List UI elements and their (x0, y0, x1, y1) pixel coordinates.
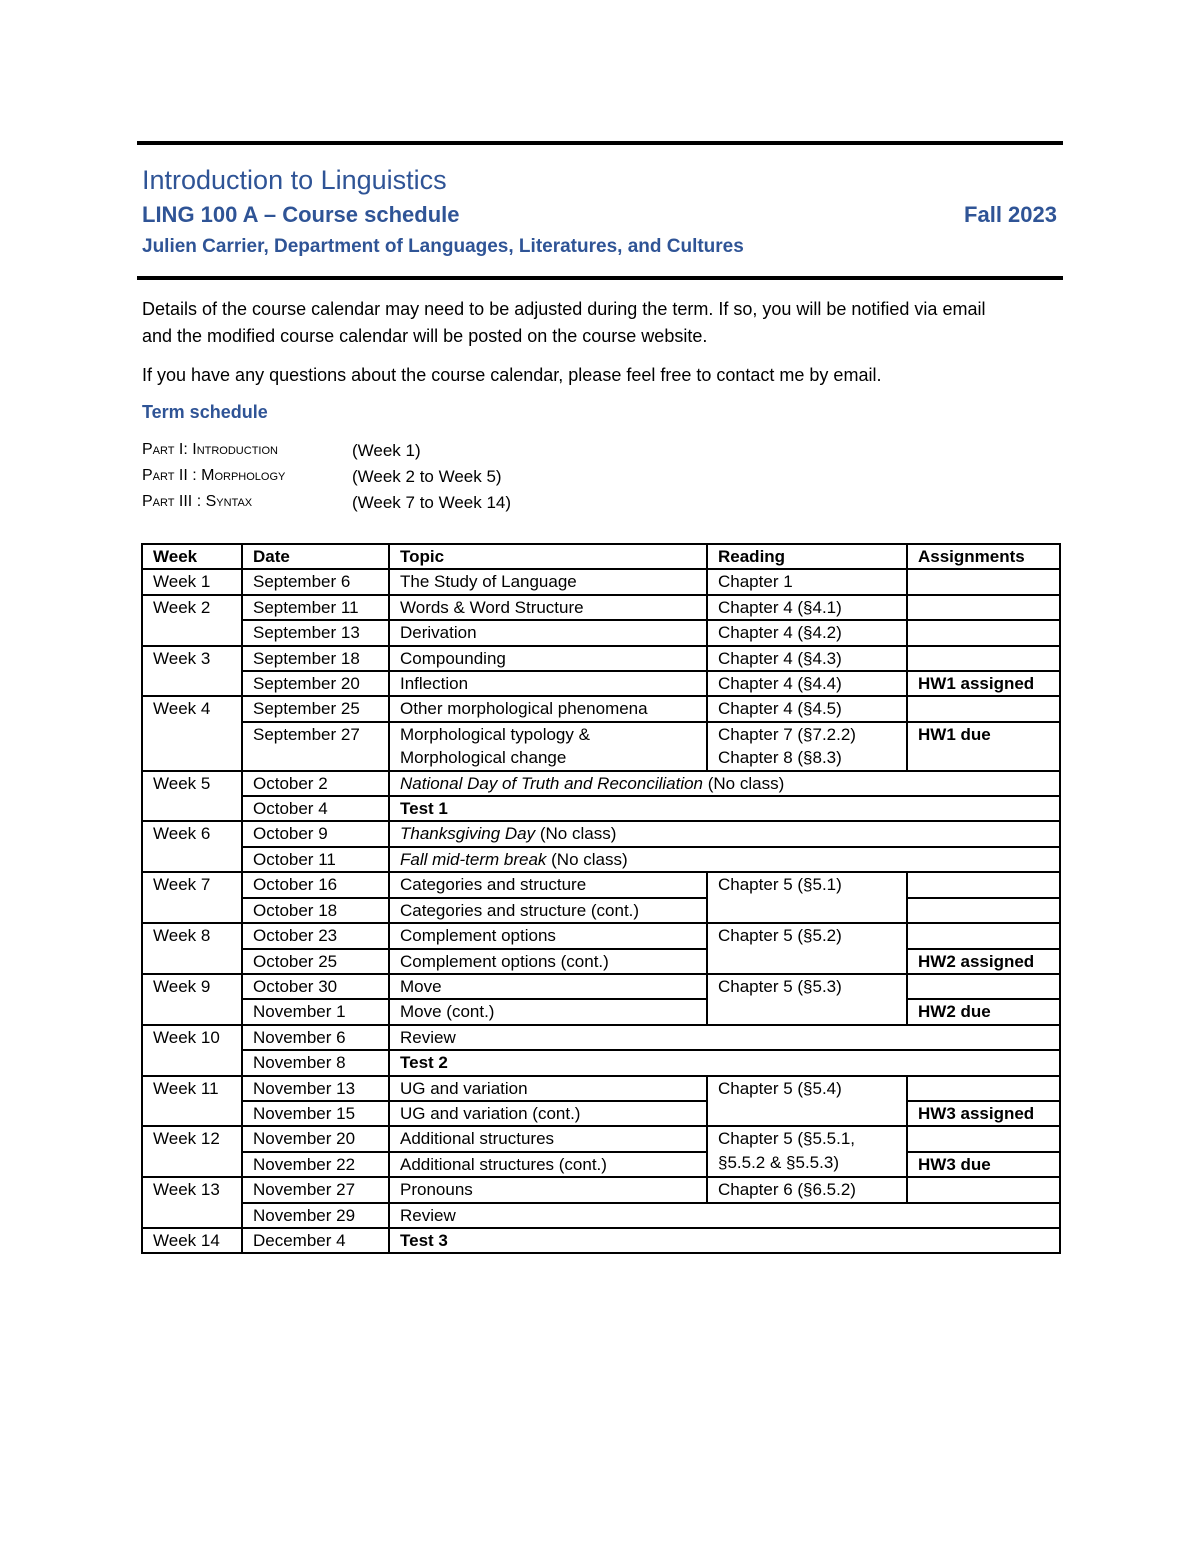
week-cell: Week 13 (142, 1177, 242, 1228)
term-label: Fall 2023 (964, 202, 1057, 227)
assignment-cell (907, 620, 1060, 645)
reading-line: Chapter 5 (§5.5.1, (718, 1129, 856, 1149)
topic-cell: Test 2 (389, 1050, 1060, 1075)
table-row (142, 999, 1060, 1024)
reading-cell: Chapter 4 (§4.1) (707, 595, 907, 620)
reading-cell: Chapter 5 (§5.4) (707, 1076, 907, 1127)
table-row (142, 923, 1060, 948)
header-top-rule (137, 141, 1063, 145)
term-part-name: Part II : Morphology (142, 467, 286, 484)
topic-cell: Move (389, 974, 707, 999)
table-row (142, 569, 1060, 594)
date-cell: November 29 (242, 1203, 389, 1228)
intro-paragraph-1-line-1: Details of the course calendar may need to be adjusted during the term. If so, you will be notified via email (142, 299, 986, 319)
table-row (142, 1177, 1060, 1202)
holiday-name: Thanksgiving Day (400, 824, 536, 844)
table-row (142, 821, 1060, 846)
holiday-name: Fall mid-term break (400, 849, 547, 869)
table-row (142, 974, 1060, 999)
header-bottom-rule (137, 276, 1063, 280)
table-row (142, 722, 1060, 771)
topic-cell: Additional structures (cont.) (389, 1152, 707, 1177)
table-row (142, 796, 1060, 821)
term-part-range: (Week 7 to Week 14) (352, 493, 512, 512)
assignment-cell (907, 1076, 1060, 1101)
week-cell: Week 6 (142, 821, 242, 872)
topic-cell: UG and variation (389, 1076, 707, 1101)
term-parts-list (142, 441, 511, 519)
term-part (142, 441, 511, 467)
topic-cell (389, 722, 707, 771)
assignment-cell: HW2 due (907, 999, 1060, 1024)
date-cell: October 4 (242, 796, 389, 821)
reading-cell: Chapter 5 (§5.1) (707, 872, 907, 923)
table-header-row (142, 544, 1060, 569)
reading-cell (707, 722, 907, 771)
assignment-cell: HW3 assigned (907, 1101, 1060, 1126)
week-cell: Week 2 (142, 595, 242, 646)
course-subtitle: LING 100 A – Course schedule (142, 202, 460, 227)
topic-cell: Review (389, 1203, 1060, 1228)
reading-cell (707, 1126, 907, 1177)
date-cell: November 20 (242, 1126, 389, 1151)
instructor-line: Julien Carrier, Department of Languages, Literatures, and Cultures (142, 236, 744, 257)
assignment-cell (907, 646, 1060, 671)
assignment-cell (907, 595, 1060, 620)
reading-cell: Chapter 1 (707, 569, 907, 594)
date-cell: October 30 (242, 974, 389, 999)
table-row (142, 696, 1060, 721)
date-cell: November 1 (242, 999, 389, 1024)
topic-cell (389, 771, 1060, 796)
term-part (142, 467, 511, 493)
intro-paragraph-1 (142, 296, 1062, 350)
term-part-name: Part III : Syntax (142, 493, 253, 510)
date-cell: November 6 (242, 1025, 389, 1050)
column-header-topic: Topic (389, 544, 707, 569)
assignment-cell (907, 1177, 1060, 1202)
date-cell: September 25 (242, 696, 389, 721)
reading-cell: Chapter 4 (§4.2) (707, 620, 907, 645)
topic-cell: Inflection (389, 671, 707, 696)
reading-cell: Chapter 4 (§4.5) (707, 696, 907, 721)
table-row (142, 1152, 1060, 1177)
date-cell: November 27 (242, 1177, 389, 1202)
assignment-cell (907, 974, 1060, 999)
date-cell: September 27 (242, 722, 389, 771)
topic-cell: Move (cont.) (389, 999, 707, 1024)
topic-cell: Complement options (389, 923, 707, 948)
topic-cell: Compounding (389, 646, 707, 671)
table-row (142, 1126, 1060, 1151)
document-title: Introduction to Linguistics (142, 165, 447, 195)
assignment-cell (907, 923, 1060, 948)
assignment-cell: HW3 due (907, 1152, 1060, 1177)
date-cell: September 18 (242, 646, 389, 671)
holiday-note: (No class) (703, 773, 785, 793)
reading-cell: Chapter 5 (§5.2) (707, 923, 907, 974)
table-row (142, 949, 1060, 974)
table-row (142, 847, 1060, 872)
assignment-cell (907, 696, 1060, 721)
table-row (142, 1203, 1060, 1228)
week-cell: Week 14 (142, 1228, 242, 1253)
topic-line: Morphological typology & (400, 724, 590, 744)
intro-paragraph-1-line-2: and the modified course calendar will be posted on the course website. (142, 326, 708, 346)
reading-line: Chapter 7 (§7.2.2) (718, 724, 856, 744)
topic-cell: Categories and structure (389, 872, 707, 897)
topic-line: Morphological change (400, 748, 567, 768)
topic-cell: Derivation (389, 620, 707, 645)
date-cell: September 13 (242, 620, 389, 645)
assignment-cell (907, 569, 1060, 594)
topic-cell: Other morphological phenomena (389, 696, 707, 721)
reading-cell: Chapter 4 (§4.4) (707, 671, 907, 696)
topic-cell: Review (389, 1025, 1060, 1050)
assignment-cell (907, 1126, 1060, 1151)
date-cell: October 16 (242, 872, 389, 897)
term-part-name: Part I: Introduction (142, 441, 278, 458)
table-row (142, 1076, 1060, 1101)
date-cell: December 4 (242, 1228, 389, 1253)
week-cell: Week 10 (142, 1025, 242, 1076)
holiday-note: (No class) (546, 849, 628, 869)
term-part-range: (Week 2 to Week 5) (352, 467, 502, 486)
topic-cell: Pronouns (389, 1177, 707, 1202)
date-cell: October 25 (242, 949, 389, 974)
date-cell: November 15 (242, 1101, 389, 1126)
topic-cell: UG and variation (cont.) (389, 1101, 707, 1126)
reading-cell: Chapter 5 (§5.3) (707, 974, 907, 1025)
date-cell: October 18 (242, 898, 389, 923)
holiday-name: National Day of Truth and Reconciliation (400, 773, 704, 793)
term-schedule-heading: Term schedule (142, 402, 268, 422)
intro-paragraph-2: If you have any questions about the course calendar, please feel free to contact me by email. (142, 365, 882, 385)
week-cell: Week 11 (142, 1076, 242, 1127)
table-row (142, 595, 1060, 620)
column-header-date: Date (242, 544, 389, 569)
week-cell: Week 1 (142, 569, 242, 594)
table-row (142, 1228, 1060, 1253)
table-row (142, 620, 1060, 645)
holiday-note: (No class) (535, 824, 617, 844)
assignment-cell (907, 898, 1060, 923)
date-cell: November 13 (242, 1076, 389, 1101)
assignment-cell: HW2 assigned (907, 949, 1060, 974)
assignment-cell: HW1 due (907, 722, 1060, 771)
assignment-cell: HW1 assigned (907, 671, 1060, 696)
week-cell: Week 8 (142, 923, 242, 974)
table-row (142, 898, 1060, 923)
table-row (142, 872, 1060, 897)
table-row (142, 1050, 1060, 1075)
topic-cell: Additional structures (389, 1126, 707, 1151)
table-row (142, 1025, 1060, 1050)
table-row (142, 646, 1060, 671)
term-part-range: (Week 1) (352, 441, 421, 460)
topic-cell (389, 847, 1060, 872)
topic-cell: Categories and structure (cont.) (389, 898, 707, 923)
table-row (142, 771, 1060, 796)
topic-cell: Complement options (cont.) (389, 949, 707, 974)
week-cell: Week 3 (142, 646, 242, 697)
reading-line: §5.5.2 & §5.5.3) (718, 1152, 839, 1172)
week-cell: Week 4 (142, 696, 242, 770)
reading-cell: Chapter 6 (§6.5.2) (707, 1177, 907, 1202)
schedule-table (141, 543, 1061, 1254)
week-cell: Week 9 (142, 974, 242, 1025)
column-header-assignments: Assignments (907, 544, 1060, 569)
date-cell: October 23 (242, 923, 389, 948)
date-cell: November 22 (242, 1152, 389, 1177)
week-cell: Week 12 (142, 1126, 242, 1177)
column-header-week: Week (142, 544, 242, 569)
topic-cell: Test 1 (389, 796, 1060, 821)
date-cell: November 8 (242, 1050, 389, 1075)
week-cell: Week 7 (142, 872, 242, 923)
table-row (142, 671, 1060, 696)
reading-line: Chapter 8 (§8.3) (718, 748, 842, 768)
term-part (142, 493, 511, 519)
date-cell: September 20 (242, 671, 389, 696)
table-row (142, 1101, 1060, 1126)
assignment-cell (907, 872, 1060, 897)
date-cell: October 11 (242, 847, 389, 872)
date-cell: October 9 (242, 821, 389, 846)
topic-cell: Words & Word Structure (389, 595, 707, 620)
topic-cell: Test 3 (389, 1228, 1060, 1253)
date-cell: September 11 (242, 595, 389, 620)
date-cell: October 2 (242, 771, 389, 796)
week-cell: Week 5 (142, 771, 242, 822)
topic-cell: The Study of Language (389, 569, 707, 594)
column-header-reading: Reading (707, 544, 907, 569)
date-cell: September 6 (242, 569, 389, 594)
reading-cell: Chapter 4 (§4.3) (707, 646, 907, 671)
topic-cell (389, 821, 1060, 846)
